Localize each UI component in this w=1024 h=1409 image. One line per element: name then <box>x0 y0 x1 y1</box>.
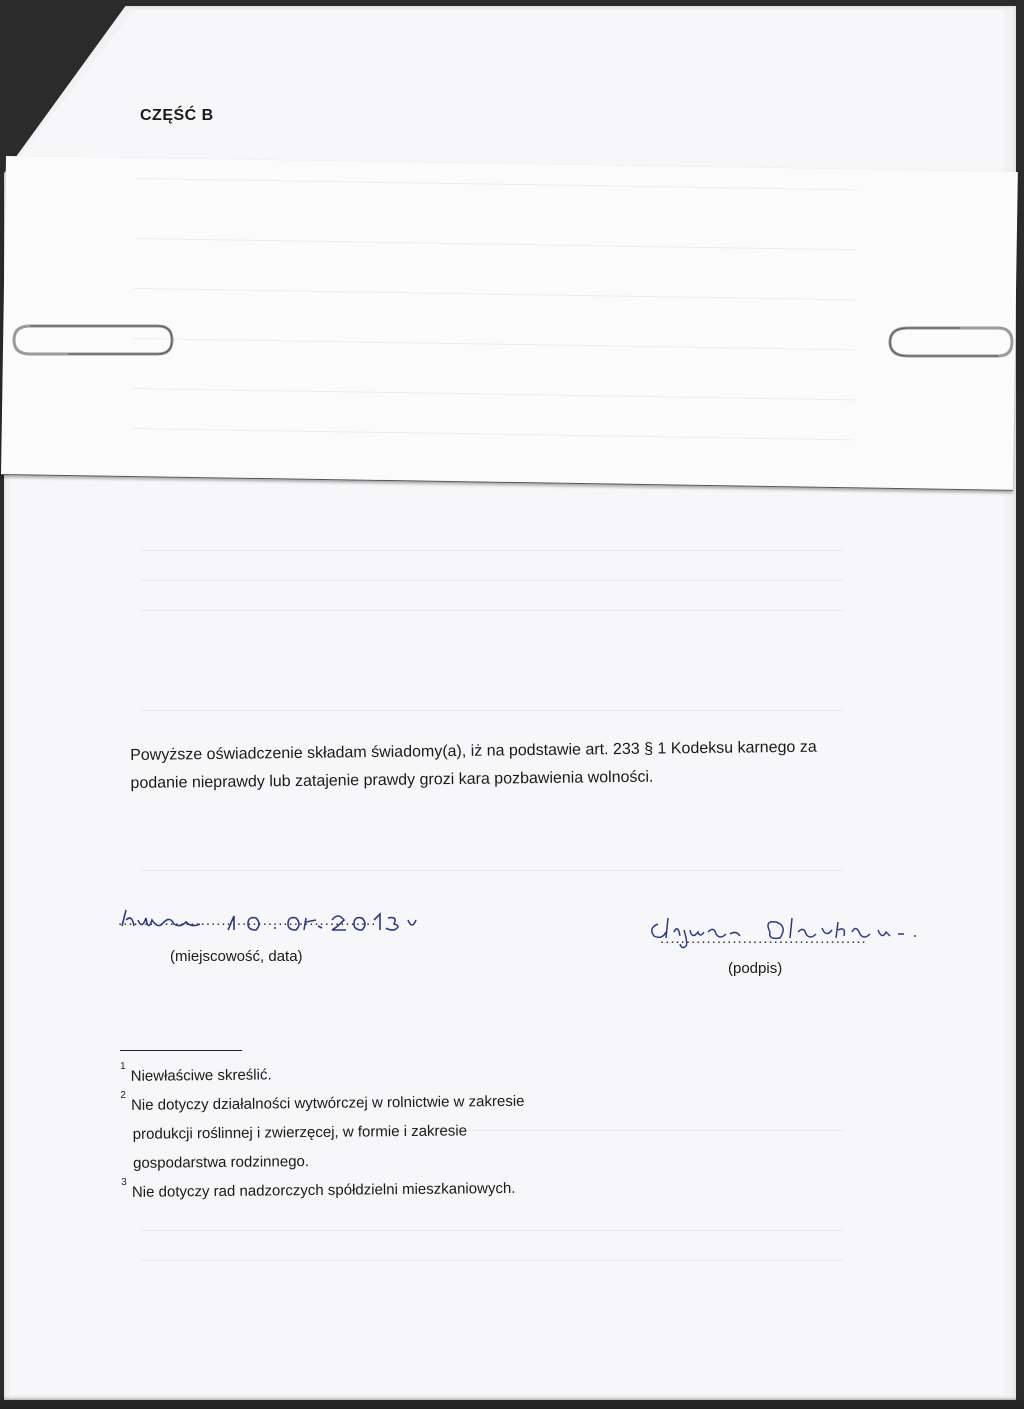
show-through-line <box>132 388 854 409</box>
handwritten-place-date <box>118 906 428 936</box>
footnote-text: Nie dotyczy działalności wytwórczej w rolnictwie w zakresie <box>130 1092 525 1114</box>
show-through-line <box>134 288 856 309</box>
footnote-separator <box>120 1050 242 1051</box>
footnotes <box>120 1057 641 1207</box>
footnote-mark: 2 <box>120 1089 126 1101</box>
show-through-line <box>136 178 858 199</box>
signature-label: (podpis) <box>728 960 783 977</box>
footnote-text: Nie dotyczy rad nadzorczych spółdzielni mieszkaniowych. <box>131 1179 516 1201</box>
paperclip-icon <box>8 306 178 366</box>
show-through-line <box>132 428 854 449</box>
show-through-line <box>140 550 844 560</box>
show-through-line <box>140 610 844 620</box>
footnote-text: produkcji roślinnej i zwierzęcej, w formie i zakresie <box>132 1122 468 1143</box>
place-date-label: (miejscowość, data) <box>170 948 303 965</box>
scan-edge-shadow <box>0 1397 1024 1409</box>
show-through-line <box>140 870 844 880</box>
show-through-line <box>140 710 844 720</box>
show-through-line <box>140 1230 844 1240</box>
show-through-line <box>140 1260 844 1270</box>
footnote-text: Niewłaściwe skreślić. <box>130 1066 272 1085</box>
paperclip-icon <box>880 318 1020 368</box>
handwritten-signature <box>646 910 936 950</box>
place-date-line: .................................................. <box>118 912 377 929</box>
declaration-line: Powyższe oświadczenie składam świadomy(a), iż na podstawie art. 233 § 1 Kodeksu karnego za <box>130 738 817 764</box>
show-through-line <box>135 238 857 259</box>
declaration-line: podanie nieprawdy lub zatajenie prawdy grozi kara pozbawienia wolności. <box>130 768 654 792</box>
footnote-mark: 1 <box>119 1060 126 1072</box>
signature-line: ........................................ <box>660 930 867 947</box>
declaration-statement <box>130 733 891 798</box>
section-heading: CZĘŚĆ B <box>140 107 214 124</box>
show-through-line <box>140 580 844 590</box>
footnote-mark: 3 <box>121 1176 127 1188</box>
footnote-3 <box>121 1173 641 1207</box>
show-through-line <box>133 338 855 359</box>
footnote-text: gospodarstwa rodzinnego. <box>132 1153 310 1172</box>
